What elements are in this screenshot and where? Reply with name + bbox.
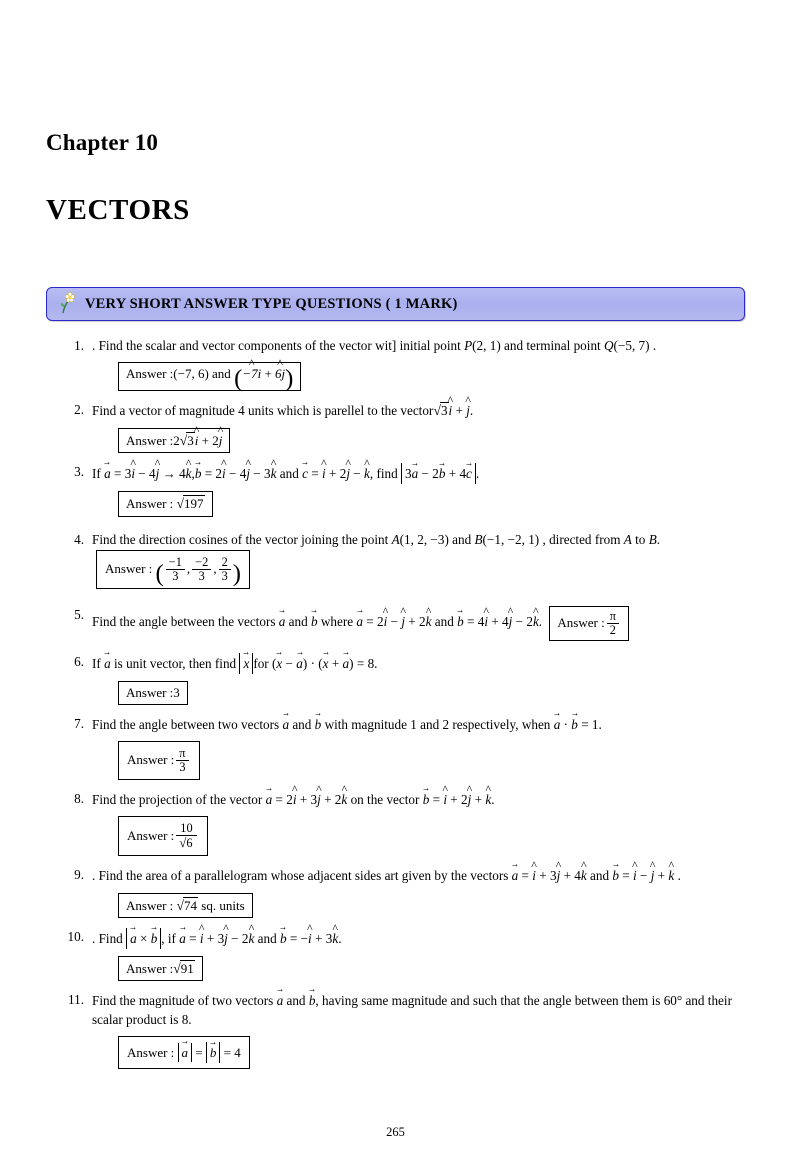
question-text: Find the angle between two vectors a → and b → with magnitude 1 and 2 respectively, when a → · b → = 1. — [92, 717, 602, 732]
question-text: If a → is unit vector, then find x → for (x → − a →) · (x → + a →) = 8. — [92, 656, 377, 671]
questions-list — [46, 337, 745, 1069]
question-text: Find the projection of the vector a → = 2i ^ + 3j ^ + 2k ^ on the vector b → = i ^ + 2j ^ + k ^. — [92, 792, 494, 807]
question-text: Find the magnitude of two vectors a → and b →, having same magnitude and such that the angle between them is 60° and their scalar product is 8. — [92, 993, 732, 1026]
question-text: Find the direction cosines of the vector joining the point A(1, 2, −3) and B(−1, −2, 1) , directed from A to B. — [92, 531, 661, 547]
math-i-hat: i ^ — [131, 465, 135, 483]
question-item — [46, 866, 745, 917]
math-k-hat: k ^ — [581, 867, 587, 885]
math-sqrt74: √74 — [176, 897, 198, 913]
math-i-hat: −7i ^ — [242, 366, 261, 382]
chapter-title: VECTORS — [46, 194, 190, 226]
math-sqrt3: √3 — [433, 403, 448, 419]
flower-bullet-icon — [57, 292, 77, 314]
math-vec-a: a → — [512, 866, 519, 885]
answer-box — [549, 606, 629, 641]
answer-label: Answer : — [126, 684, 174, 700]
math-frac-pi-2: $\frac{\pi}{2}$ — [607, 610, 619, 637]
question-number: 2. — [74, 402, 84, 418]
math-j-hat: j ^ — [401, 613, 405, 631]
math-vec-a: a → — [179, 929, 186, 948]
math-j-hat: j ^ — [466, 402, 470, 420]
paren-open: ( — [155, 559, 164, 587]
math-i-hat: i ^ — [308, 930, 312, 948]
answer-label: Answer : — [126, 496, 177, 512]
math-k-hat: k ^ — [271, 465, 277, 483]
question-item — [46, 401, 745, 452]
math-abs-a: a → — [178, 1043, 193, 1062]
answer-box — [118, 681, 188, 705]
math-vec-a: a → — [266, 790, 273, 809]
question-number: 8. — [74, 791, 84, 807]
answer-box: Answer : √74 sq. units — [118, 893, 253, 918]
math-k-hat: k ^ — [332, 930, 338, 948]
math-vec-a: a → — [277, 991, 284, 1010]
question-text: . Find a → × b → , if a → = i ^ + 3j ^ − 2k ^ and b → = −i ^ + 3k ^. — [92, 931, 341, 946]
question-item — [46, 790, 745, 856]
document-page — [0, 130, 791, 1154]
math-i-hat: i ^ — [443, 791, 447, 809]
section-banner — [46, 287, 745, 321]
question-number: 9. — [74, 867, 84, 883]
math-j-hat: j ^ — [317, 791, 321, 809]
question-item — [46, 531, 745, 588]
question-number: 11. — [68, 992, 84, 1008]
question-item — [46, 606, 745, 641]
question-item — [46, 337, 745, 391]
answer-label: Answer : — [127, 752, 175, 768]
question-text: If a → = 3i ^ − 4j ^ → 4k ^,b → = 2i ^ − 4j ^ − 3k ^ and c → = i ^ + 2j ^ − k ^, find 3a → − 2b → + 4c → . — [92, 466, 479, 481]
math-vec-a: a → — [279, 612, 286, 631]
answer-label: Answer : — [127, 828, 175, 844]
math-abs-b: b → — [206, 1042, 221, 1063]
math-vec-a: a → — [104, 464, 111, 483]
answer-label: Answer : — [557, 614, 605, 630]
question-text: . Find the area of a parallelogram whose adjacent sides art given by the vectors a → = i ^ + 3j ^ + 4k ^ and b → = i ^ − j ^ + k ^ . — [92, 868, 681, 883]
math-k-hat: k ^ — [533, 613, 539, 631]
math-frac-10-sqrt6: $\frac{10}{√6}$ — [176, 822, 196, 850]
answer-box — [118, 956, 203, 981]
math-i-hat: i ^ — [532, 867, 536, 885]
math-i-hat: i ^ — [195, 433, 199, 449]
math-frac-pi-3: $\frac{\pi}{3}$ — [176, 747, 188, 774]
math-vec-b: b → — [309, 991, 316, 1010]
question-item — [46, 463, 745, 517]
math-k-hat: k ^ — [248, 930, 254, 948]
math-magnitude: 3a → − 2b → + 4c → — [401, 463, 476, 485]
math-j-hat: j ^ — [468, 791, 472, 809]
math-j-hat: j ^ — [246, 465, 250, 483]
math-vec-a: a → — [104, 654, 111, 673]
math-k-hat: k ^ — [426, 613, 432, 631]
math-j-hat: j ^ — [156, 465, 160, 483]
math-i-hat: i ^ — [449, 402, 453, 420]
math-j-hat: j ^ — [219, 433, 223, 449]
math-i-hat: i ^ — [222, 465, 226, 483]
math-vec-c: c → — [302, 464, 308, 483]
math-frac: $\frac{-2}{3}$ — [192, 556, 211, 583]
math-j-hat: j ^ — [224, 930, 228, 948]
question-text: Find a vector of magnitude 4 units which is parellel to the vector√3i ^ + j ^. — [92, 403, 473, 418]
question-number: 6. — [74, 653, 84, 669]
answer-label: Answer : — [105, 561, 156, 577]
question-number: 10. — [67, 928, 84, 944]
answer-value: 3 — [173, 684, 180, 700]
question-number: 4. — [74, 531, 84, 547]
question-number: 5. — [74, 606, 84, 622]
chapter-label: Chapter 10 — [46, 130, 159, 155]
math-sqrt91: √91 — [173, 961, 194, 977]
answer-box — [118, 741, 200, 780]
math-vec-b: b → — [315, 715, 322, 734]
answer-label: Answer : — [126, 366, 174, 382]
answer-label: Answer : — [126, 432, 174, 448]
math-abs-x: x → — [239, 653, 253, 674]
answer-box: Answer : ( $\frac{-1}{3}$ , $\frac{-2}{3}$ , $\frac{2}{3}$ ) — [96, 550, 250, 589]
math-j-hat: j ^ — [509, 613, 513, 631]
answer-box: Answer :(−7, 6) and (−7i ^ + 6j ^) — [118, 362, 301, 391]
math-k-hat: k ^ — [668, 867, 674, 885]
math-i-hat: i ^ — [293, 791, 297, 809]
math-vec-b: b → — [311, 612, 318, 631]
question-text: . Find the scalar and vector components of the vector wit] initial point P(2, 1) and terminal point Q(−5, 7) . — [92, 338, 657, 353]
answer-box — [118, 491, 213, 516]
question-item — [46, 928, 745, 981]
math-vec-b: b → — [612, 866, 619, 885]
answer-label: Answer : — [127, 1044, 178, 1060]
answer-label: Answer : — [126, 961, 174, 977]
question-text: Find the angle between the vectors a → and b → where a → = 2i ^ − j ^ + 2k ^ and b → = 4i ^ + 4j ^ − 2k ^. — [92, 614, 545, 629]
math-j-hat: j ^ — [557, 867, 561, 885]
math-j-hat: j ^ — [346, 465, 350, 483]
math-frac: $\frac{-1}{3}$ — [166, 556, 185, 583]
math-k-hat: k ^ — [341, 791, 347, 809]
math-i-hat: i ^ — [384, 613, 388, 631]
paren-close: ) — [285, 365, 294, 393]
page-number: 265 — [386, 1125, 405, 1139]
math-sqrt197: √197 — [176, 496, 204, 512]
paren-open: ( — [234, 365, 243, 393]
math-j-hat: j ^ — [651, 867, 655, 885]
math-i-hat: i ^ — [200, 930, 204, 948]
math-k-hat: k ^ — [485, 791, 491, 809]
math-vec-b: b → — [423, 790, 430, 809]
math-i-hat: i ^ — [322, 465, 326, 483]
answer-label: Answer : — [126, 897, 177, 913]
math-i-hat: i ^ — [633, 867, 637, 885]
question-number: 3. — [74, 463, 84, 479]
math-k-hat: k ^ — [186, 465, 192, 483]
math-sqrt3: √3 — [179, 432, 194, 448]
question-item — [46, 715, 745, 780]
math-vec-b: b → — [280, 929, 287, 948]
section-heading: VERY SHORT ANSWER TYPE QUESTIONS ( 1 MARK) — [85, 295, 458, 312]
math-abs-cross: a → × b → — [126, 928, 161, 949]
question-item — [46, 653, 745, 705]
math-i-hat: i ^ — [484, 613, 488, 631]
math-vec-a: a → — [282, 715, 289, 734]
question-number: 7. — [74, 716, 84, 732]
math-frac: $\frac{2}{3}$ — [219, 556, 231, 583]
math-vec-b: b → — [195, 464, 202, 483]
answer-box — [118, 816, 208, 856]
answer-box: Answer : a → = b → = 4 — [118, 1036, 250, 1069]
question-item — [46, 991, 745, 1069]
math-k-hat: k ^ — [364, 465, 370, 483]
answer-box: Answer :2√3i ^ + 2j ^ — [118, 428, 230, 453]
math-j-hat: 6j ^ — [275, 366, 285, 382]
paren-close: ) — [232, 559, 241, 587]
question-number: 1. — [74, 338, 84, 353]
